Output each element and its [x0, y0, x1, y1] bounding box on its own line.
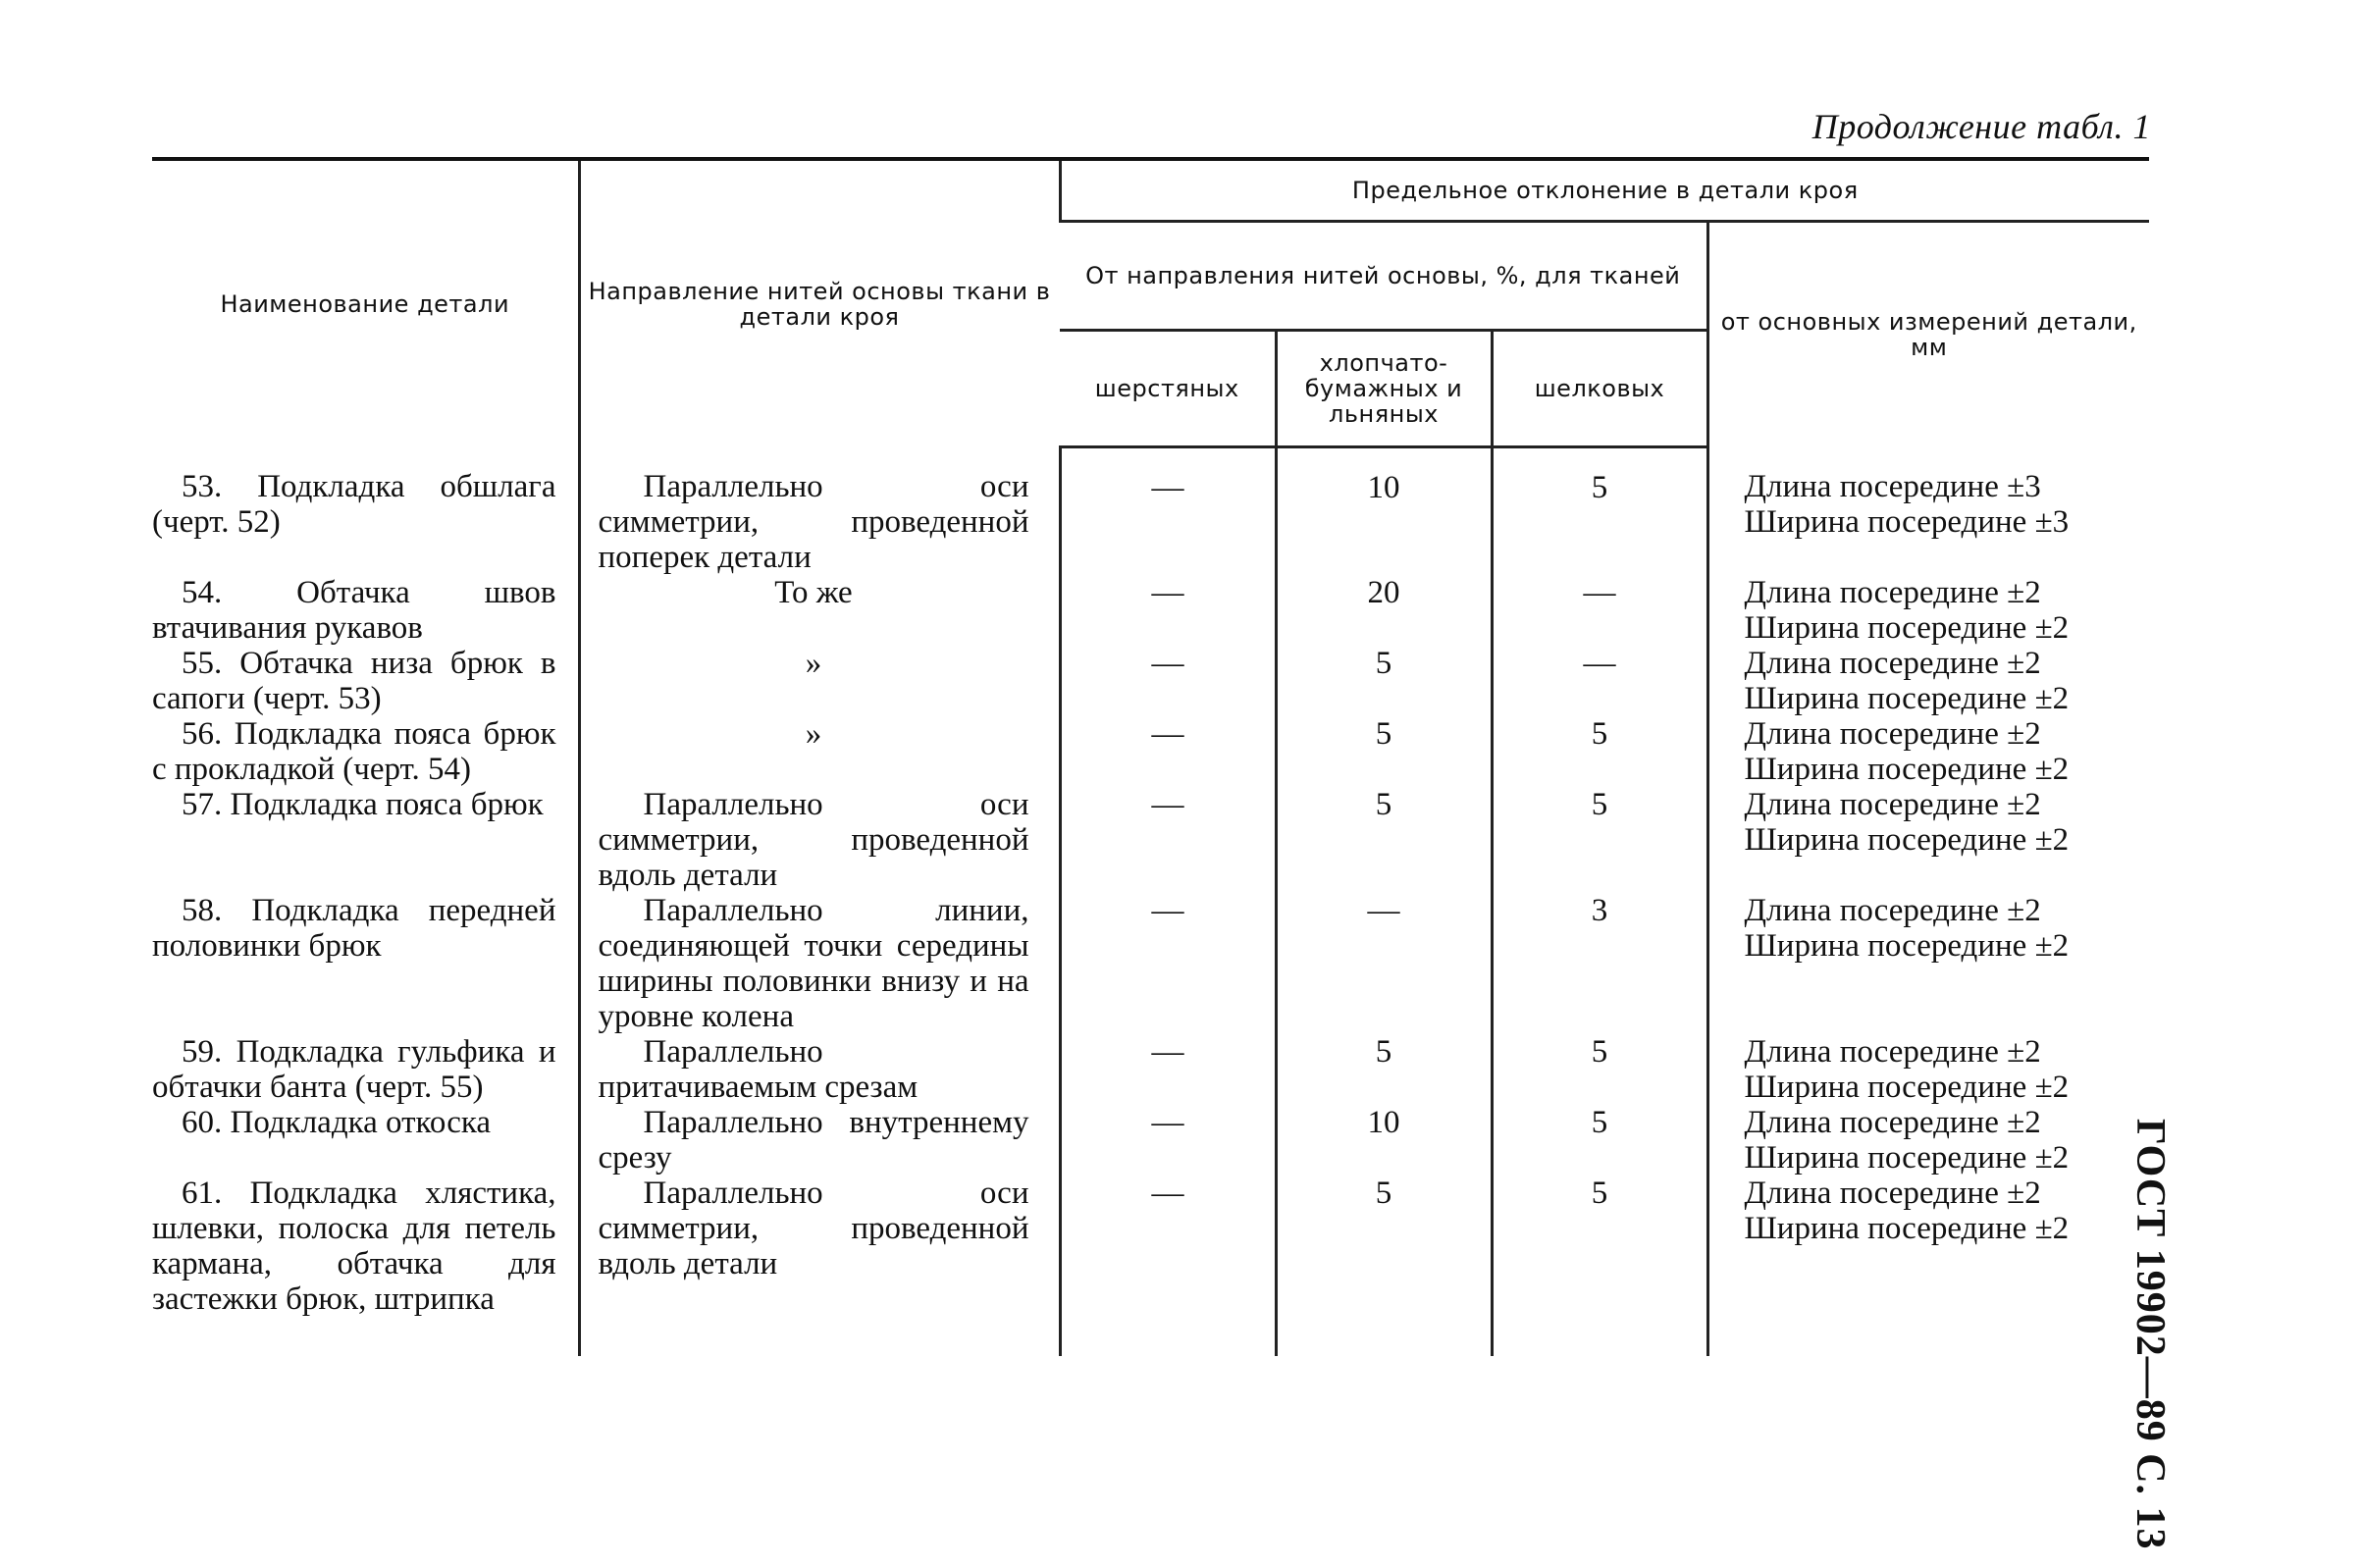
row-wool: — — [1060, 1176, 1276, 1356]
table-header — [152, 159, 2149, 447]
row-silk: 5 — [1492, 447, 1707, 575]
data-table — [152, 157, 2149, 1356]
row-wool: — — [1060, 646, 1276, 716]
row-name: 60. Подкладка откоска — [182, 1104, 492, 1140]
page-standard-label: ГОСТ 19902—89 С. 13 — [2127, 1119, 2173, 1550]
row-cotton: — — [1276, 893, 1492, 1034]
row-direction: Параллельно оси симметрии, проведенной вдоль детали — [579, 787, 1060, 893]
header-wool: шерстяных — [1060, 331, 1276, 447]
width-tolerance: Ширина посередине ±2 — [1744, 751, 2070, 787]
length-tolerance: Длина посередине ±2 — [1744, 786, 2041, 822]
row-measurements — [1707, 1034, 2149, 1105]
table-row — [152, 1034, 2149, 1105]
row-silk: 5 — [1492, 1105, 1707, 1176]
row-cotton: 5 — [1276, 716, 1492, 787]
row-cotton: 10 — [1276, 447, 1492, 575]
table-row — [152, 1105, 2149, 1176]
header-name: Наименование детали — [152, 159, 579, 447]
row-measurements — [1707, 787, 2149, 893]
row-name: 55. Обтачка низа брюк в сапоги (черт. 53) — [152, 645, 556, 716]
row-direction: Параллельно линии, соединяющей точки середины ширины половинки внизу и на уровне колена — [579, 893, 1060, 1034]
row-cotton: 20 — [1276, 575, 1492, 646]
table-row — [152, 787, 2149, 893]
length-tolerance: Длина посередине ±2 — [1744, 715, 2041, 752]
row-name: 57. Подкладка пояса брюк — [182, 786, 544, 822]
row-direction: » — [579, 716, 1060, 787]
table-row — [152, 1176, 2149, 1356]
row-silk: — — [1492, 646, 1707, 716]
row-wool: — — [1060, 716, 1276, 787]
row-name: 53. Подкладка обшлага (черт. 52) — [152, 468, 556, 540]
row-name: 59. Подкладка гульфика и обтачки банта (черт. 55) — [152, 1033, 556, 1105]
width-tolerance: Ширина посередине ±2 — [1744, 1210, 2070, 1246]
table-row — [152, 893, 2149, 1034]
row-silk: 5 — [1492, 787, 1707, 893]
header-thread-direction: От направления нитей основы, %, для тканей — [1060, 222, 1707, 331]
width-tolerance: Ширина посередине ±2 — [1744, 1069, 2070, 1105]
length-tolerance: Длина посередине ±3 — [1744, 468, 2041, 504]
row-cotton: 10 — [1276, 1105, 1492, 1176]
row-direction: Параллельно оси симметрии, проведенной вдоль детали — [579, 1176, 1060, 1356]
table-row — [152, 447, 2149, 575]
row-measurements — [1707, 1176, 2149, 1356]
width-tolerance: Ширина посередине ±3 — [1744, 503, 2070, 540]
width-tolerance: Ширина посередине ±2 — [1744, 680, 2070, 716]
header-main-measurements: от основных измерений детали, мм — [1707, 222, 2149, 447]
length-tolerance: Длина посередине ±2 — [1744, 1104, 2041, 1140]
row-wool: — — [1060, 1105, 1276, 1176]
width-tolerance: Ширина посередине ±2 — [1744, 1139, 2070, 1176]
length-tolerance: Длина посередине ±2 — [1744, 1175, 2041, 1211]
table-body — [152, 447, 2149, 1356]
row-direction: То же — [579, 575, 1060, 646]
row-cotton: 5 — [1276, 1176, 1492, 1356]
row-measurements — [1707, 1105, 2149, 1176]
length-tolerance: Длина посередине ±2 — [1744, 1033, 2041, 1070]
row-silk: 5 — [1492, 1176, 1707, 1356]
row-wool: — — [1060, 787, 1276, 893]
row-cotton: 5 — [1276, 1034, 1492, 1105]
row-wool: — — [1060, 893, 1276, 1034]
width-tolerance: Ширина посередине ±2 — [1744, 927, 2070, 964]
row-wool: — — [1060, 447, 1276, 575]
table-row — [152, 575, 2149, 646]
row-name: 61. Подкладка хлястика, шлевки, полоска для петель кармана, обтачка для застежки брюк, штрипка — [152, 1175, 556, 1317]
row-wool: — — [1060, 575, 1276, 646]
row-silk: — — [1492, 575, 1707, 646]
row-cotton: 5 — [1276, 646, 1492, 716]
row-measurements — [1707, 716, 2149, 787]
row-measurements — [1707, 447, 2149, 575]
row-direction: Параллельно оси симметрии, проведенной поперек детали — [579, 447, 1060, 575]
row-direction: Параллельно внутреннему срезу — [579, 1105, 1060, 1176]
row-wool: — — [1060, 1034, 1276, 1105]
row-name: 54. Обтачка швов втачивания рукавов — [152, 574, 556, 646]
row-measurements — [1707, 575, 2149, 646]
header-direction: Направление нитей основы ткани в детали кроя — [579, 159, 1060, 447]
row-direction: Параллельно притачиваемым срезам — [579, 1034, 1060, 1105]
row-cotton: 5 — [1276, 787, 1492, 893]
row-silk: 5 — [1492, 716, 1707, 787]
row-name: 58. Подкладка передней половинки брюк — [152, 892, 556, 964]
length-tolerance: Длина посередине ±2 — [1744, 892, 2041, 928]
row-direction: » — [579, 646, 1060, 716]
row-silk: 3 — [1492, 893, 1707, 1034]
table-row — [152, 716, 2149, 787]
row-measurements — [1707, 893, 2149, 1034]
row-name: 56. Подкладка пояса брюк с прокладкой (черт. 54) — [152, 715, 556, 787]
length-tolerance: Длина посередине ±2 — [1744, 574, 2041, 610]
table-row — [152, 646, 2149, 716]
table-caption: Продолжение табл. 1 — [1811, 107, 2151, 146]
header-limit: Предельное отклонение в детали кроя — [1060, 159, 2149, 222]
row-silk: 5 — [1492, 1034, 1707, 1105]
width-tolerance: Ширина посередине ±2 — [1744, 609, 2070, 646]
width-tolerance: Ширина посередине ±2 — [1744, 821, 2070, 858]
header-silk: шелковых — [1492, 331, 1707, 447]
header-cotton: хлопчато-бумажных и льняных — [1276, 331, 1492, 447]
length-tolerance: Длина посередине ±2 — [1744, 645, 2041, 681]
row-measurements — [1707, 646, 2149, 716]
